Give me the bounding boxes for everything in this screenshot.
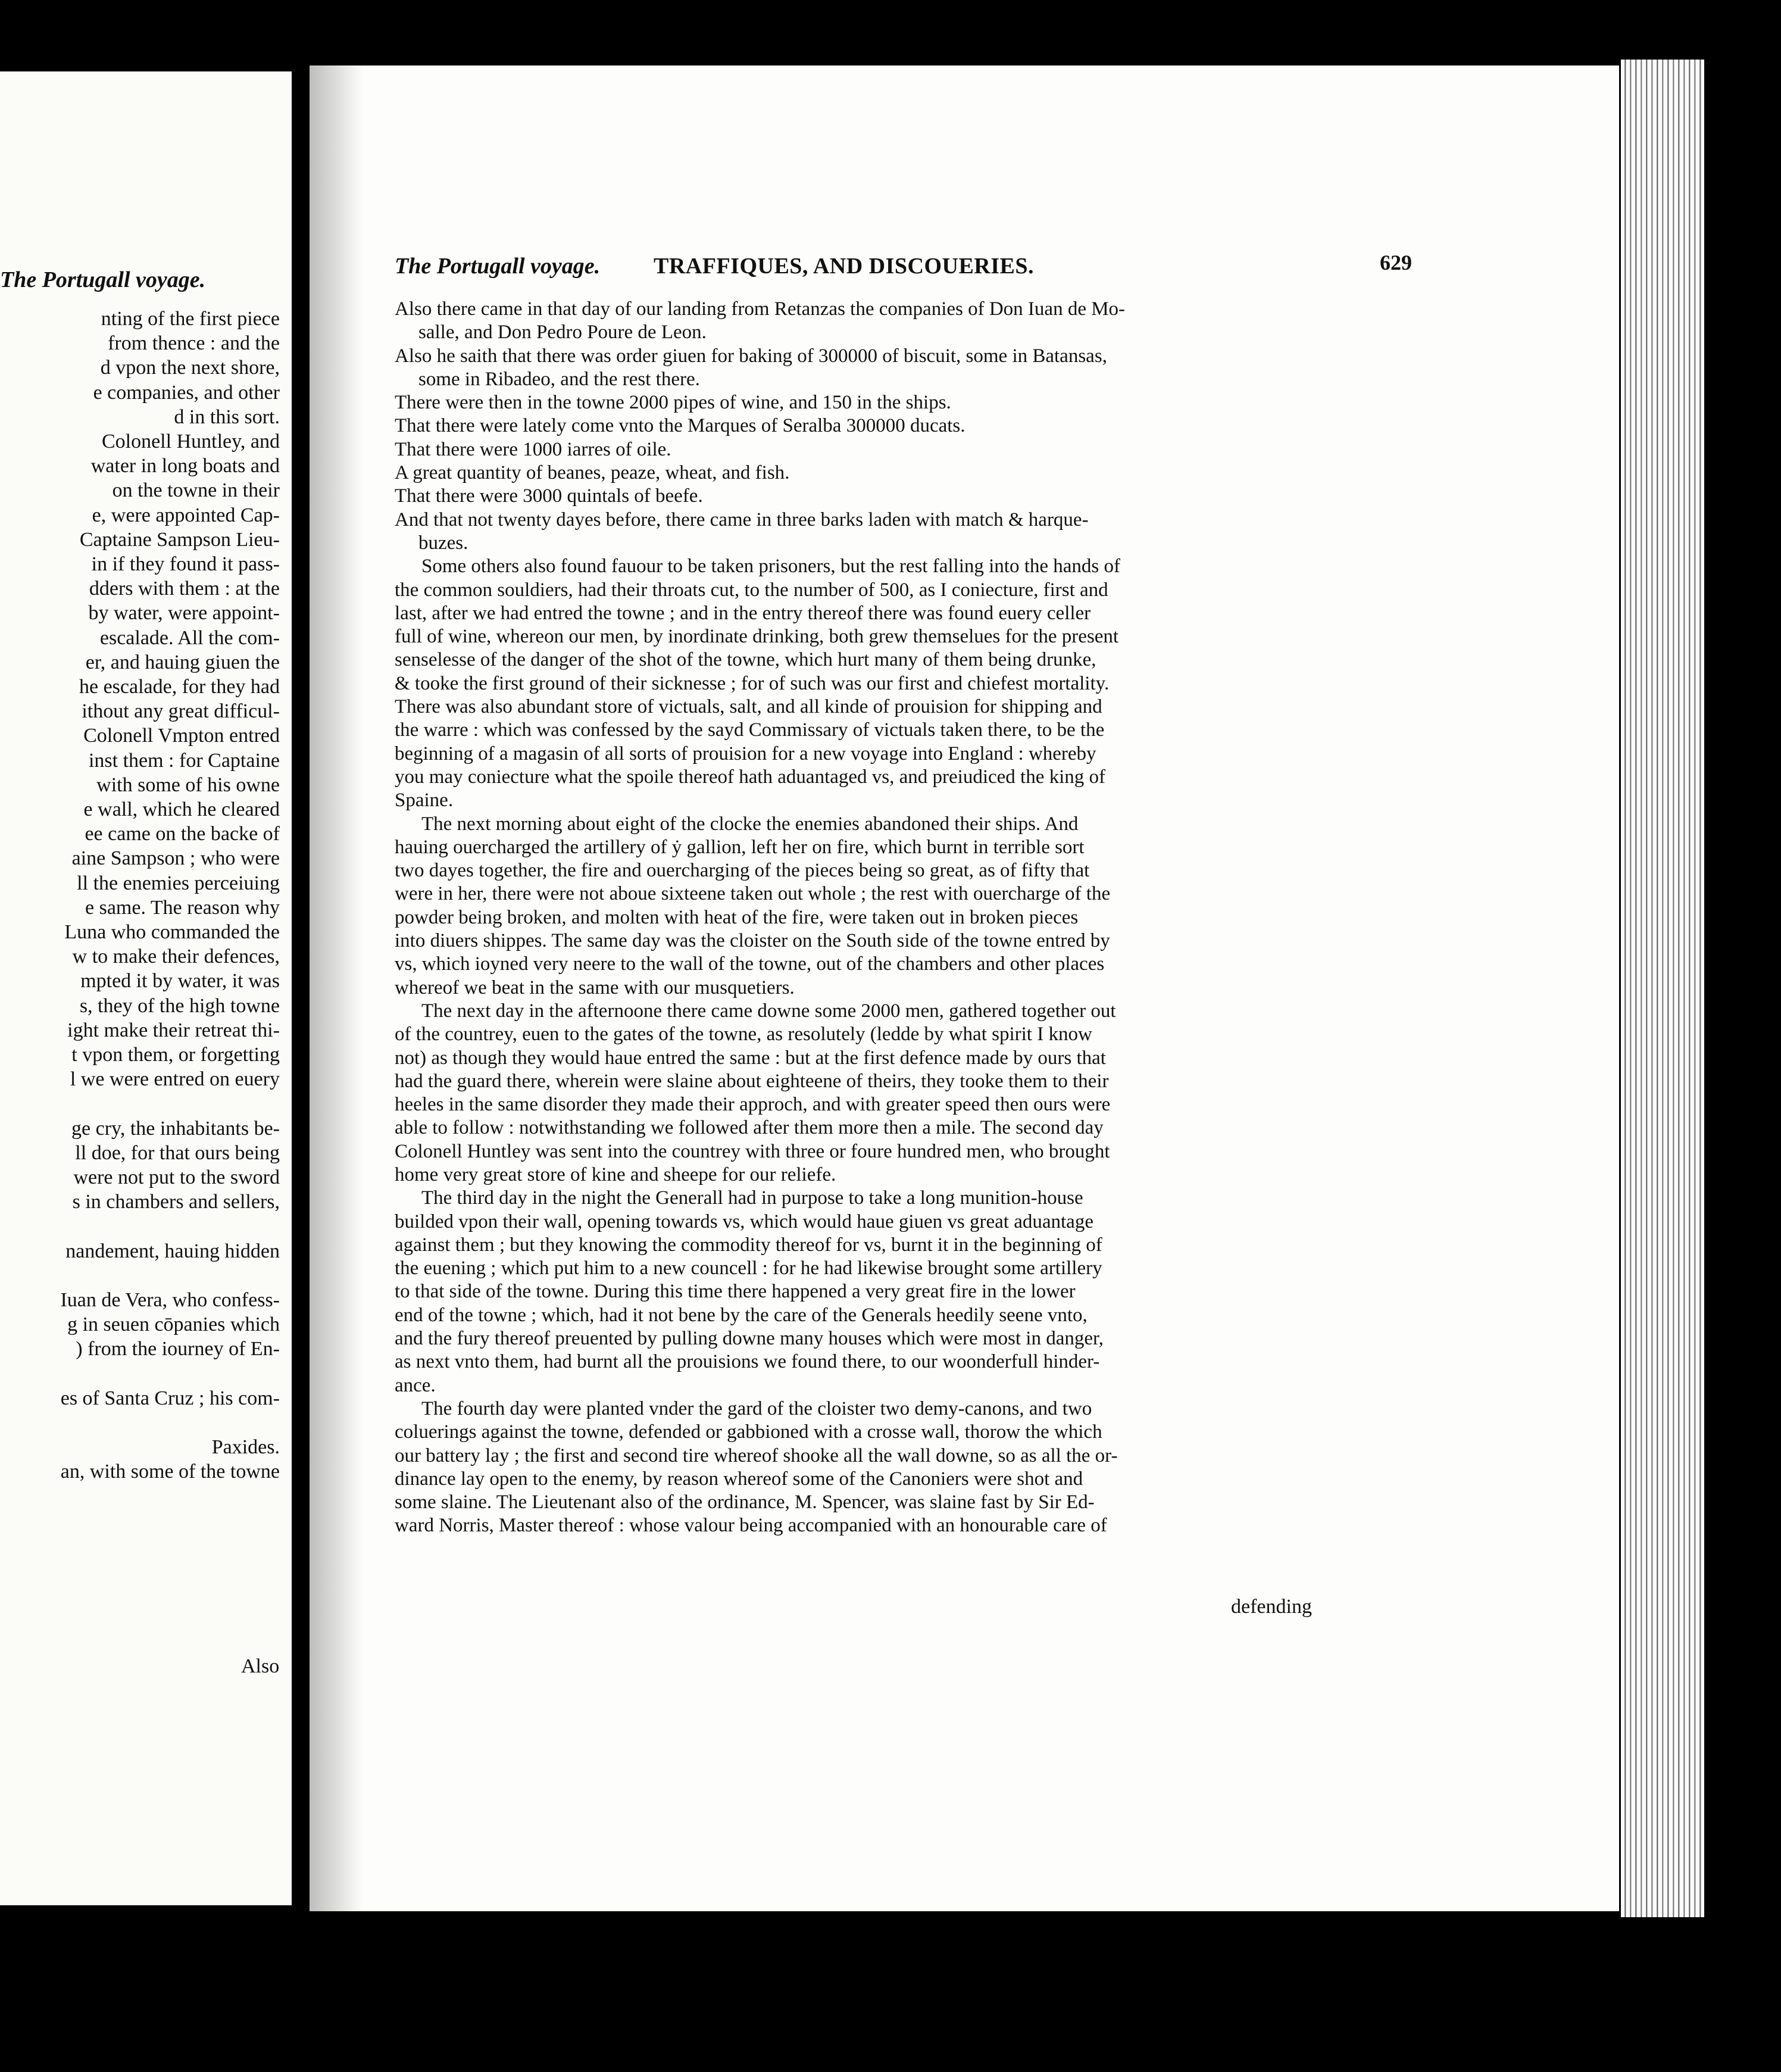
left-text-line: escalade. All the com- [99, 626, 280, 649]
body-text-line: heeles in the same disorder they made their approch, and with greater speed then ours were [395, 1094, 1111, 1116]
left-text-line: Colonell Vmpton entred [83, 725, 280, 747]
left-text-line: nting of the first piece [101, 308, 280, 330]
left-text-line: ) from the iourney of En- [76, 1338, 280, 1360]
body-text-line: salle, and Don Pedro Poure de Leon. [418, 322, 707, 344]
left-text-line: e, were appointed Cap- [92, 504, 280, 526]
body-text-line: home very great store of kine and sheepe for our reliefe. [395, 1163, 836, 1185]
left-text-line: Colonell Huntley, and [101, 430, 280, 453]
body-text-line: end of the towne ; which, had it not bene by the care of the Generals heedily seene vnto, [395, 1304, 1088, 1326]
body-text-line: had the guard there, wherein were slaine about eighteene of theirs, they tooke them to their [395, 1070, 1109, 1092]
left-text-line: ight make their retreat thi- [67, 1019, 280, 1041]
body-text-line: senselesse of the danger of the shot of the towne, which hurt many of them being drunke, [395, 649, 1096, 671]
left-text-line: Paxides. [211, 1436, 280, 1459]
body-text-line: That there were 1000 iarres of oile. [395, 438, 671, 460]
body-text-line: the euening ; which put him to a new councell : for he had likewise brought some artillery [395, 1257, 1102, 1280]
body-text-line: Some others also found fauour to be taken prisoners, but the rest falling into the hands of [421, 556, 1120, 578]
left-page-header: The Portugall voyage. [0, 267, 206, 292]
left-text-line: er, and hauing giuen the [85, 651, 280, 673]
body-text-line: builded vpon their wall, opening towards vs, which would haue giuen vs great aduantage [395, 1210, 1093, 1232]
left-text-line: ee came on the backe of [85, 823, 280, 845]
running-head: TRAFFIQUES, AND DISCOUERIES. [654, 254, 1035, 279]
body-text-line: Colonell Huntley was sent into the countrey with three or foure hundred men, who brought [395, 1140, 1110, 1162]
left-text-line: t vpon them, or forgetting [71, 1044, 280, 1066]
body-text-line: That there were 3000 quintals of beefe. [395, 485, 703, 507]
body-text-line: two dayes together, the fire and ouercharging of the pieces being so great, as of fifty that [395, 860, 1090, 882]
left-text-line: aine Sampson ; who were [71, 847, 280, 870]
gutter-shadow [310, 65, 363, 1911]
left-text-line: mpted it by water, it was [80, 970, 280, 993]
left-text-line: Luna who commanded the [64, 921, 280, 944]
body-text-line: you may coniecture what the spoile thereof hath aduantaged vs, and preiudiced the king of [395, 766, 1106, 788]
body-text-line: beginning of a magasin of all sorts of prouision for a new voyage into England : whereby [395, 742, 1096, 764]
left-text-line: inst them : for Captaine [88, 749, 280, 772]
body-text-line: The next day in the afternoone there came downe some 2000 men, gathered together out [421, 1000, 1116, 1022]
left-text-line: e same. The reason why [85, 896, 280, 919]
left-text-line: s, they of the high towne [79, 994, 280, 1017]
body-text-line: buzes. [418, 532, 468, 554]
page-fore-edge [1619, 60, 1707, 1917]
left-text-line: on the towne in their [112, 479, 280, 502]
left-text-line: d vpon the next shore, [100, 357, 280, 379]
body-text-line: And that not twenty dayes before, there came in three barks laden with match & harque- [395, 508, 1089, 531]
body-text-line: against them ; but they knowing the commodity thereof for vs, burnt it in the beginning of [395, 1234, 1102, 1256]
body-text-line: able to follow : notwithstanding we followed after them more then a mile. The second day [395, 1117, 1104, 1139]
left-text-line: l we were entred on euery [70, 1068, 280, 1091]
body-text-line: last, after we had entred the towne ; and in the entry thereof there was found euery celler [395, 602, 1091, 624]
body-text-line: the warre : which was confessed by the sayd Commissary of victuals taken there, to be the [395, 719, 1105, 741]
body-text-line: The next morning about eight of the clocke the enemies abandoned their ships. And [421, 813, 1079, 835]
left-text-line [0, 1362, 280, 1386]
left-text-line: in if they found it pass- [91, 553, 280, 576]
left-text-line: w to make their defences, [72, 945, 280, 968]
body-text-line: hauing ouercharged the artillery of ẏ gallion, left her on fire, which burnt in terrible sort [395, 836, 1085, 858]
body-text-line: some slaine. The Lieutenant also of the ordinance, M. Spencer, was slaine fast by Sir Ed- [395, 1491, 1095, 1514]
body-text-line: Spaine. [395, 790, 454, 812]
body-text-line: were in her, there were not aboue sixteene taken out whole ; the rest with ouercharge of the [395, 883, 1111, 905]
body-text-line: vs, which ioyned very neere to the wall of the towne, out of the chambers and other places [395, 953, 1105, 975]
body-text-line: as next vnto them, had burnt all the prouisions we found there, to our woonderfull hinder- [395, 1351, 1100, 1373]
left-text-line: ge cry, the inhabitants be- [71, 1117, 280, 1140]
left-text-line: Captaine Sampson Lieu- [79, 528, 280, 551]
body-text-line: into diuers shippes. The same day was the cloister on the South side of the towne entred by [395, 930, 1110, 952]
body-text-line: ward Norris, Master thereof : whose valour being accompanied with an honourable care of [395, 1515, 1107, 1537]
body-text-line: to that side of the towne. During this time there happened a very great fire in the lower [395, 1281, 1076, 1303]
left-text-line: ll doe, for that ours being [75, 1141, 280, 1164]
body-text-line: dinance lay open to the enemy, by reason whereof some of the Canoniers were shot and [395, 1468, 1083, 1490]
body-text-line: Also he saith that there was order giuen for baking of 300000 of biscuit, some in Batansas, [395, 345, 1107, 367]
body-text-line: & tooke the first ground of their sicknesse ; for of such was our first and chiefest mortality. [395, 672, 1110, 694]
body-text-line: powder being broken, and molten with heat of the fire, were taken out in broken pieces [395, 906, 1079, 928]
left-page-catchword: Also [241, 1655, 280, 1677]
body-text-line: There were then in the towne 2000 pipes of wine, and 150 in the ships. [395, 392, 951, 414]
body-text-line: not) as though they would haue entred the same : but at the first defence made by ours that [395, 1047, 1106, 1069]
page-number: 629 [1380, 251, 1412, 274]
left-text-line: he escalade, for they had [79, 676, 280, 698]
left-text-line: water in long boats and [90, 455, 280, 478]
left-text-line: s in chambers and sellers, [72, 1191, 280, 1213]
left-page [0, 71, 292, 1905]
left-text-line [0, 1411, 280, 1435]
body-text-line: the common souldiers, had their throats cut, to the number of 500, as I coniecture, first and [395, 579, 1108, 601]
left-text-line [0, 1215, 280, 1239]
body-text-line: That there were lately come vnto the Marques of Seralba 300000 ducats. [395, 415, 966, 437]
body-text-line: some in Ribadeo, and the rest there. [418, 368, 700, 390]
body-text-line: full of wine, whereon our men, by inordinate drinking, both grew themselues for the present [395, 626, 1119, 648]
left-text-line: dders with them : at the [89, 578, 280, 600]
left-text-line: were not put to the sword [73, 1166, 280, 1189]
left-text-line [0, 1092, 280, 1116]
body-text-line: and the fury thereof preuented by pulling downe many houses which were most in danger, [395, 1328, 1104, 1350]
left-text-line: by water, were appoint- [88, 602, 280, 625]
left-text-line: es of Santa Cruz ; his com- [60, 1387, 280, 1409]
body-text-line: whereof we beat in the same with our musquetiers. [395, 976, 795, 998]
body-text-line: our battery lay ; the first and second tire whereof shooke all the wall downe, so as all the or- [395, 1444, 1118, 1466]
left-text-line: e wall, which he cleared [83, 798, 280, 821]
body-text-line: A great quantity of beanes, peaze, wheat, and fish. [395, 462, 790, 484]
left-text-line: d in this sort. [174, 405, 280, 428]
body-text-line: ance. [395, 1374, 436, 1396]
body-text-line: There was also abundant store of victuals, salt, and all kinde of prouision for shipping and [395, 696, 1102, 718]
left-text-line [0, 1263, 280, 1288]
left-text-line: g in seuen cōpanies which [67, 1313, 280, 1336]
left-text-line: Iuan de Vera, who confess- [60, 1289, 280, 1312]
body-text-line: The fourth day were planted vnder the gard of the cloister two demy-canons, and two [421, 1397, 1092, 1419]
left-page-text [0, 307, 280, 1484]
body-text-line: The third day in the night the Generall had in purpose to take a long munition-house [421, 1187, 1083, 1209]
left-text-line: e companies, and other [93, 381, 280, 404]
left-text-line: nandement, hauing hidden [65, 1240, 280, 1262]
right-page-catchword: defending [1231, 1596, 1312, 1618]
left-text-line: from thence : and the [108, 332, 280, 355]
body-text-line: of the countrey, euen to the gates of the towne, as resolutely (ledde by what spirit I know [395, 1023, 1092, 1046]
left-text-line: an, with some of the towne [60, 1461, 280, 1483]
body-text-line: coluerings against the towne, defended or gabbioned with a crosse wall, thorow the which [395, 1421, 1102, 1443]
left-text-line: with some of his owne [96, 773, 280, 796]
left-text-line: ithout any great difficul- [82, 700, 280, 723]
body-text-line: Also there came in that day of our landing from Retanzas the companies of Don Iuan de Mo- [395, 298, 1126, 320]
left-text-line: ll the enemies perceiuing [77, 872, 280, 894]
right-page-body [395, 298, 1326, 1538]
right-page-section-title: The Portugall voyage. [395, 254, 601, 279]
